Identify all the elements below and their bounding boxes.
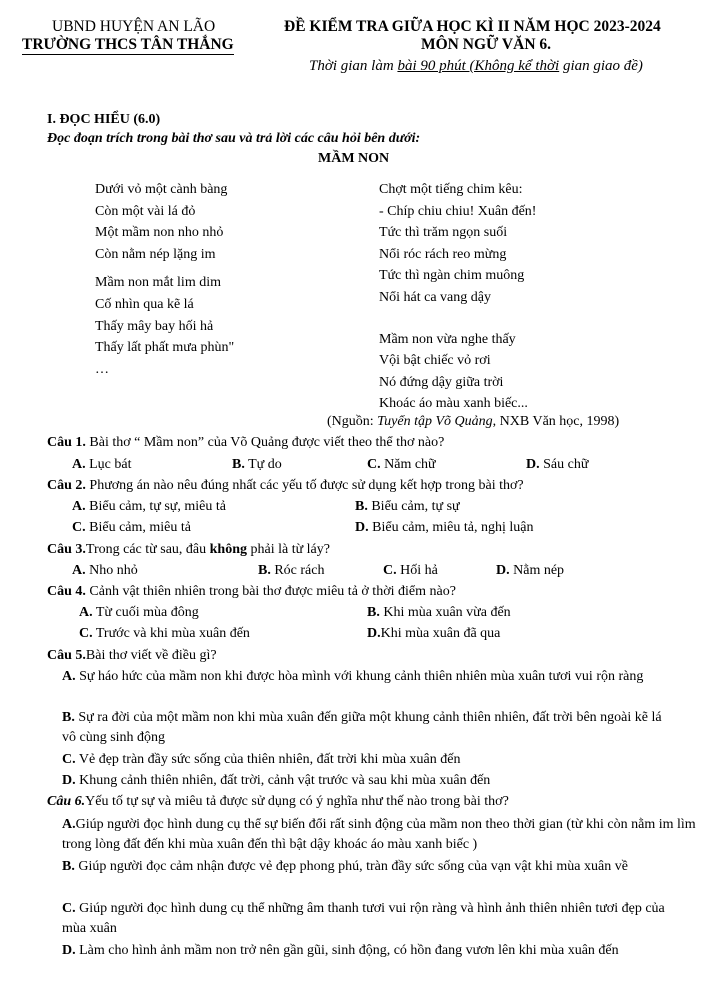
poem-line: Tức thì trăm ngọn suối	[379, 225, 508, 241]
q2-option-a: A. Biểu cảm, tự sự, miêu tả	[72, 499, 226, 514]
section-instruction: Đọc đoạn trích trong bài thơ sau và trả lời các câu hỏi bên dưới:	[47, 131, 421, 146]
poem-line: Thấy lất phất mưa phùn"	[95, 340, 235, 356]
section-heading: I. ĐỌC HIỂU (6.0)	[47, 112, 161, 127]
q1-option-b: B. Tự do	[232, 457, 282, 472]
q6-option-b: B. Giúp người đọc cảm nhận được vẻ đẹp phong phú, tràn đầy sức sống của vạn vật khi mùa xuân về	[62, 859, 628, 874]
q1-option-c: C. Năm chữ	[367, 457, 436, 472]
poem-line: Một mầm non nho nhỏ	[95, 225, 224, 241]
exam-subject: MÔN NGỮ VĂN 6.	[421, 36, 552, 53]
q4-option-b: B. Khi mùa xuân vừa đến	[367, 605, 511, 620]
poem-line: Còn nằm nép lặng im	[95, 246, 216, 262]
poem-line: Cố nhìn qua kẽ lá	[95, 296, 194, 312]
question-3: Câu 3.Trong các từ sau, đâu không phải là từ láy?	[47, 542, 330, 557]
q5-option-c: C. Vẻ đẹp tràn đầy sức sống của thiên nhiên, đất trời khi mùa xuân đến	[62, 752, 461, 767]
q3-option-d: D. Nằm nép	[496, 563, 565, 578]
exam-title: ĐỀ KIỂM TRA GIỮA HỌC KÌ II NĂM HỌC 2023-2024	[284, 18, 661, 35]
poem-line: Chợt một tiếng chim kêu:	[379, 182, 523, 197]
q3-option-b: B. Róc rách	[258, 563, 325, 578]
poem-line: Mầm non vừa nghe thấy	[379, 331, 516, 347]
q2-option-d: D. Biểu cảm, miêu tả, nghị luận	[355, 520, 534, 535]
poem-right-column	[379, 179, 536, 415]
poem-line: …	[95, 361, 109, 377]
q3-option-c: C. Hối hả	[383, 563, 438, 578]
q1-option-d: D. Sáu chữ	[526, 457, 589, 472]
poem-line: Còn một vài lá đỏ	[95, 203, 196, 219]
q2-option-c: C. Biểu cảm, miêu tả	[72, 520, 191, 535]
poem-left-column	[95, 179, 234, 380]
poem-line: Khoác áo màu xanh biếc...	[379, 396, 528, 412]
q3-option-a: A. Nho nhỏ	[72, 563, 138, 578]
q4-option-d: D.Khi mùa xuân đã qua	[367, 626, 501, 641]
q5-option-d: D. Khung cảnh thiên nhiên, đất trời, cảnh vật trước và sau khi mùa xuân đến	[62, 773, 491, 788]
q5-option-a: A. Sự háo hức của mầm non khi được hòa mình với khung cảnh thiên nhiên mùa xuân tươi vui rộn ràng	[62, 669, 644, 684]
poem-title: MẦM NON	[318, 151, 390, 166]
q6-option-d: D. Làm cho hình ảnh mầm non trở nên gần gũi, sinh động, có hồn đang vươn lên khi mùa xuân đến	[62, 943, 619, 958]
poem-line: Nó đứng dậy giữa trời	[379, 374, 504, 390]
question-1: Câu 1. Bài thơ “ Mầm non” của Võ Quảng được viết theo thể thơ nào?	[47, 435, 445, 450]
question-4: Câu 4. Cảnh vật thiên nhiên trong bài thơ được miêu tả ở thời điểm nào?	[47, 584, 456, 599]
poem-line: Dưới vỏ một cành bàng	[95, 182, 228, 197]
school-name: TRƯỜNG THCS TÂN THẮNG	[22, 36, 234, 53]
poem-line: Vội bật chiếc vỏ rơi	[379, 353, 491, 369]
poem-line: Nổi hát ca vang dậy	[379, 289, 491, 305]
poem-line: Mầm non mắt lim dim	[95, 275, 221, 291]
q5-option-b: B. Sự ra đời của một mầm non khi mùa xuân đến giữa một khung cảnh thiên nhiên, đất trời bên ngoài kẽ lá vô cùng sinh động	[62, 710, 662, 745]
question-2: Câu 2. Phương án nào nêu đúng nhất các yếu tố được sử dụng kết hợp trong bài thơ?	[47, 478, 524, 493]
poem-line: Nổi róc rách reo mừng	[379, 246, 507, 262]
exam-time: Thời gian làm bài 90 phút (Không kể thời gian giao đề)	[309, 58, 643, 74]
question-5: Câu 5.Bài thơ viết về điều gì?	[47, 648, 217, 663]
q6-option-c: C. Giúp người đọc hình dung cụ thể những âm thanh tươi vui rộn ràng và hình ảnh thiên nhiên tươi đẹp của mùa xuân	[62, 901, 665, 936]
question-6: Câu 6.Yếu tố tự sự và miêu tả được sử dụng có ý nghĩa như thế nào trong bài thơ?	[47, 794, 509, 809]
district-name: UBND HUYỆN AN LÃO	[52, 18, 216, 35]
q4-option-a: A. Từ cuối mùa đông	[79, 605, 199, 620]
q1-option-a: A. Lục bát	[72, 457, 132, 472]
poem-line: - Chíp chiu chiu! Xuân đến!	[379, 203, 537, 219]
poem-line: Thấy mây bay hối hả	[95, 318, 214, 334]
poem-line: Tức thì ngàn chim muông	[379, 268, 525, 284]
q2-option-b: B. Biểu cảm, tự sự	[355, 499, 460, 514]
q6-option-a: A.Giúp người đọc hình dung cụ thể sự biến đổi rất sinh động của mầm non theo thời gian (từ khi còn nằm im lìm trong lòng đất đến khi mùa xuân đến thì bật dậy khoác áo màu xanh biếc )	[62, 817, 696, 852]
q4-option-c: C. Trước và khi mùa xuân đến	[79, 626, 250, 641]
poem-source: (Nguồn: Tuyển tập Võ Quảng, NXB Văn học, 1998)	[327, 414, 620, 429]
